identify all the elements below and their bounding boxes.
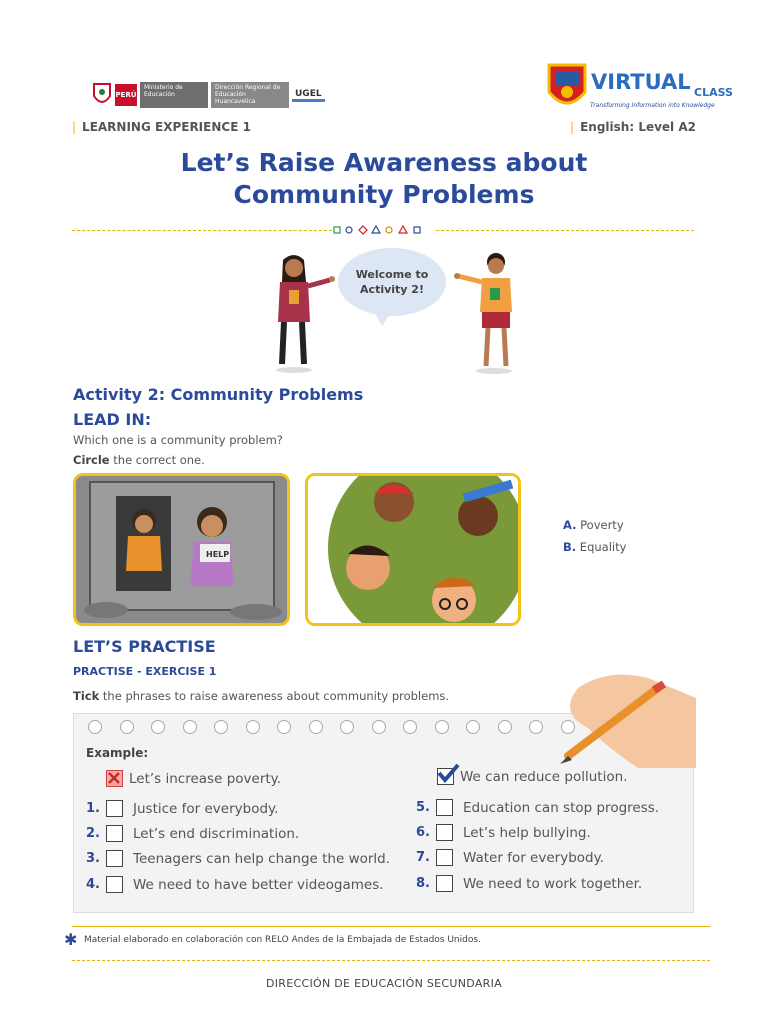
tick-instruction: Tick the phrases to raise awareness about community problems. [73,689,450,703]
help-sign-text: HELP [206,550,230,559]
example-label: Example: [86,746,149,760]
option-b[interactable]: B. Equality [563,540,627,554]
peru-label: PERÚ [115,84,137,106]
equality-image[interactable] [305,473,521,626]
level-label: English: Level A2 [580,120,696,134]
item-1[interactable]: 1. Justice for everybody. [86,800,279,817]
item-8[interactable]: 8. We need to work together. [416,875,643,892]
question-text: Which one is a community problem? [73,433,283,447]
regional-label: Dirección Regional de Educación Huancavelica [211,82,289,108]
item-4[interactable]: 4. We need to have better videogames. [86,876,384,893]
divider [436,230,694,231]
checkbox[interactable] [436,799,453,816]
page-title: Let’s Raise Awareness about [180,148,588,177]
tagline: Transforming Information into Knowledge [590,102,715,109]
boy-character-illustration [452,250,524,375]
hand-pencil-illustration [548,668,696,768]
virtual-text: VIRTUAL [591,70,691,94]
item-5[interactable]: 5. Education can stop progress. [416,799,660,816]
exercise-heading: PRACTISE - EXERCISE 1 [73,665,217,678]
peru-shield-icon [92,82,112,108]
footer-department: DIRECCIÓN DE EDUCACIÓN SECUNDARIA [265,977,502,990]
poverty-illustration [76,476,287,623]
bubble-tail [370,308,400,328]
virtual-class-logo [546,62,736,114]
top-info-bar: | LEARNING EXPERIENCE 1 | English: Level A2 [72,120,696,134]
example-right-item: We can reduce pollution. [437,768,627,785]
option-a[interactable]: A. Poverty [563,518,624,532]
item-7[interactable]: 7. Water for everybody. [416,849,604,866]
activity-heading: Activity 2: Community Problems [73,385,364,404]
item-2[interactable]: 2. Let’s end discrimination. [86,825,300,842]
welcome-text: Welcome to Activity 2! [355,268,429,296]
practise-heading: LET’S PRACTISE [73,637,216,656]
welcome-bubble [338,248,446,316]
check-mark-checkbox [437,768,454,785]
checkbox[interactable] [436,875,453,892]
checkbox[interactable] [106,876,123,893]
class-text: CLASS [694,86,733,99]
checkbox[interactable] [106,850,123,867]
asterisk-icon: ✱ [64,930,78,949]
divider [72,230,332,231]
shield-icon [546,62,588,112]
checkbox[interactable] [436,824,453,841]
circle-instruction: Circle the correct one. [73,453,205,467]
shapes-ornament-icon [332,225,436,235]
footer-divider [72,960,710,961]
x-mark-checkbox [106,770,123,787]
equality-illustration [308,476,518,623]
checkbox[interactable] [106,800,123,817]
ugel-logo: UGEL [292,89,325,102]
checkbox[interactable] [436,849,453,866]
example-wrong-item: Let’s increase poverty. [106,770,281,787]
poverty-image[interactable] [73,473,290,626]
girl-character-illustration [268,252,338,374]
page-title-line2: Community Problems [233,180,535,209]
footer-note: Material elaborado en colaboración con RELO Andes de la Embajada de Estados Unidos. [84,935,481,945]
item-3[interactable]: 3. Teenagers can help change the world. [86,850,391,867]
lead-in-heading: LEAD IN: [73,410,152,429]
ministry-label: Ministerio de Educación [140,82,208,108]
government-logos [92,78,352,112]
checkbox[interactable] [106,825,123,842]
check-mark-icon [436,763,460,783]
footer-rule [72,926,710,927]
x-mark-icon [107,771,121,785]
item-6[interactable]: 6. Let’s help bullying. [416,824,591,841]
experience-label: LEARNING EXPERIENCE 1 [82,120,251,134]
